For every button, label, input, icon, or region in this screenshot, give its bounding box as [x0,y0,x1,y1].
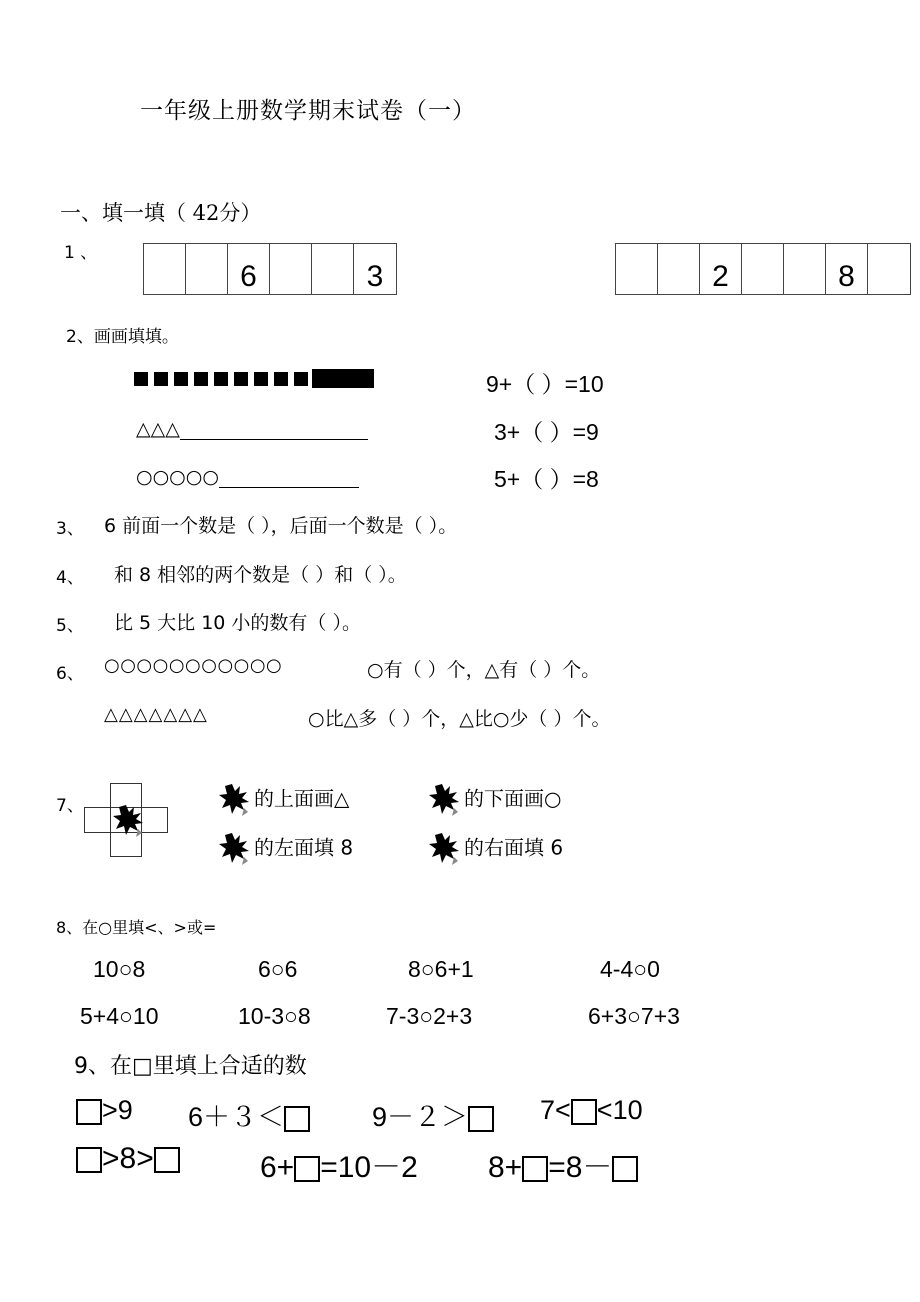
digit-cell[interactable]: 2 [700,244,742,294]
fill-item-3 [372,1095,494,1134]
digit-cell[interactable] [868,244,910,294]
circle-row: ○○○○○○○○○○○ [104,655,283,676]
question-7-item-c [218,831,353,867]
maple-leaf-icon [428,831,464,867]
digit-cell[interactable] [312,244,354,294]
triangle-row: △△△△△△△ [104,704,208,725]
fill-item-6 [260,1142,418,1186]
answer-line[interactable] [312,369,374,388]
question-7-item-a [218,782,349,818]
fill-text: 9－２＞ [372,1102,469,1132]
digit-cell[interactable] [270,244,312,294]
question-6-ask-2: ○比△多（ ）个，△比○少（ ）个。 [308,708,611,730]
fill-text: =8－ [548,1151,613,1184]
compare-item: 10○8 [93,956,146,982]
answer-box[interactable] [284,1106,310,1132]
compare-item: 10-3○8 [238,1003,311,1029]
square-icon [254,372,268,386]
question-2-label: 2、画画填填。 [66,327,179,347]
square-icon [234,372,248,386]
answer-line[interactable] [219,467,359,488]
square-icon [174,372,188,386]
maple-leaf-icon [112,803,148,839]
question-7-item-b [428,782,561,818]
square-icon [154,372,168,386]
digit-cell[interactable] [742,244,784,294]
fill-text: =10－2 [320,1151,418,1184]
compare-item: 7-3○2+3 [386,1003,473,1029]
fill-text: 8+ [488,1151,523,1184]
question-1-label: 1 、 [64,243,98,263]
cross-grid [84,783,168,857]
item-a-text: 的上面画△ [254,786,350,811]
compare-item: 6+3○7+3 [588,1003,680,1029]
fill-item-4 [540,1095,643,1126]
answer-box[interactable] [76,1147,102,1173]
digit-box-row-1 [143,243,397,295]
digit-box-row-2 [615,243,911,295]
digit-cell[interactable]: 3 [366,260,384,293]
item-d-text: 的右面填 6 [464,835,564,860]
digit-cell[interactable] [144,244,186,294]
square-icon [134,372,148,386]
equation-2: 3+（ ）=9 [494,419,599,445]
fill-item-5 [76,1142,180,1176]
item-b-text: 的下面画○ [464,786,562,811]
page-title: 一年级上册数学期末试卷（一） [140,98,476,124]
digit-cell[interactable]: 8 [826,244,868,294]
fill-text: >9 [102,1095,133,1125]
question-4-text: 和 8 相邻的两个数是（ ）和（ ）。 [114,564,407,586]
circles: ○○○○○ [136,466,219,488]
equation-1: 9+（ ）=10 [486,371,604,397]
answer-box[interactable] [612,1156,638,1182]
answer-box[interactable] [468,1106,494,1132]
black-squares-row [134,368,380,388]
digit-cell[interactable] [186,244,228,294]
answer-line[interactable] [180,419,368,440]
digit-cell[interactable]: 6 [228,244,270,294]
square-icon [214,372,228,386]
question-6-number: 6、 [56,664,84,684]
answer-box[interactable] [522,1156,548,1182]
answer-box[interactable] [571,1099,597,1125]
section-heading: 一、填一填（ 42分） [60,201,262,225]
question-8-label: 8、在○里填<、>或= [56,918,217,937]
answer-box[interactable] [294,1156,320,1182]
fill-text: <10 [596,1095,643,1125]
maple-leaf-icon [428,782,464,818]
maple-leaf-icon [218,831,254,867]
fill-text: 6+ [260,1151,295,1184]
question-3-number: 3、 [56,519,84,539]
fill-text: 7< [540,1095,571,1125]
square-icon [294,372,308,386]
equation-3: 5+（ ）=8 [494,466,599,492]
triangles: △△△ [136,418,180,440]
fill-text: 6＋３＜ [188,1102,285,1132]
question-6-ask-1: ○有（ ）个，△有（ ）个。 [367,659,601,681]
answer-box[interactable] [154,1147,180,1173]
maple-leaf-icon [218,782,254,818]
question-5-number: 5、 [56,616,84,636]
question-4-number: 4、 [56,568,84,588]
square-icon [274,372,288,386]
triangle-row [136,418,368,440]
digit-cell[interactable] [658,244,700,294]
fill-item-2 [188,1095,310,1134]
question-7-item-d [428,831,563,867]
question-7-number: 7、 [56,796,84,816]
compare-item: 8○6+1 [408,956,474,982]
answer-box[interactable] [76,1099,102,1125]
fill-item-1 [76,1095,133,1126]
square-icon [194,372,208,386]
item-c-text: 的左面填 8 [254,835,354,860]
question-3-text: 6 前面一个数是（ ），后面一个数是（ ）。 [104,515,458,537]
fill-text: >8> [102,1142,154,1175]
compare-item: 4-4○0 [600,956,660,982]
circle-row [136,466,359,488]
fill-item-7 [488,1142,638,1186]
compare-item: 6○6 [258,956,298,982]
question-9-label: 9、在□里填上合适的数 [74,1054,307,1079]
question-5-text: 比 5 大比 10 小的数有（ ）。 [114,612,361,634]
digit-cell[interactable] [784,244,826,294]
digit-cell[interactable] [616,244,658,294]
compare-item: 5+4○10 [80,1003,159,1029]
